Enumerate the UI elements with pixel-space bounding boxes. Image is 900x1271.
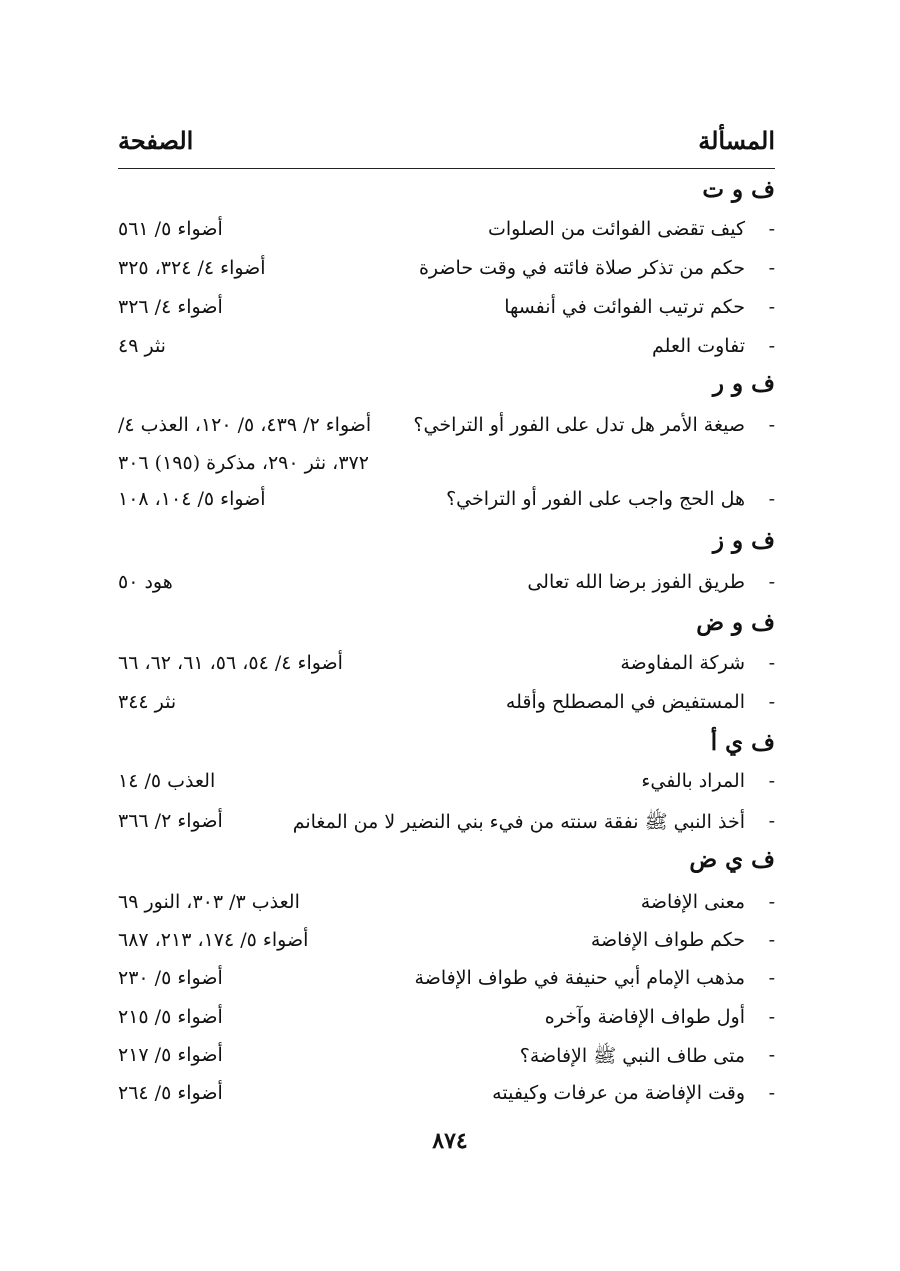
section-heading: ف و ض: [696, 609, 775, 636]
entry-reference: أضواء ٥/ ٢١٧: [118, 1044, 223, 1066]
index-entry: [118, 766, 775, 800]
entry-topic: متى طاف النبي ﷺ الإفاضة؟: [519, 1045, 745, 1067]
entry-topic: تفاوت العلم: [652, 335, 745, 357]
entry-topic: المراد بالفيء: [641, 770, 745, 792]
entry-reference: أضواء ٤/ ٣٢٦: [118, 296, 223, 318]
entry-reference: أضواء ٥/ ١٠٤، ١٠٨: [118, 488, 266, 510]
index-entry: [118, 925, 775, 959]
question-column-label: المسألة: [698, 126, 775, 155]
entry-dash: -: [768, 571, 775, 593]
index-entry: [118, 567, 775, 601]
section-heading: ف و ر: [712, 370, 775, 397]
entry-dash: -: [768, 1044, 775, 1066]
section-heading: ف و ز: [712, 527, 775, 554]
entry-reference: أضواء ٢/ ٤٣٩، ٥/ ١٢٠، العذب ٤/: [118, 414, 372, 436]
entry-dash: -: [768, 691, 775, 713]
entry-dash: -: [768, 488, 775, 510]
entry-topic: أخذ النبي ﷺ نفقة سنته من فيء بني النضير لا من المغانم: [292, 811, 745, 833]
entry-topic: المستفيض في المصطلح وأقله: [505, 691, 745, 713]
index-entry: [118, 963, 775, 997]
entry-reference-continued: ٣٧٢، نثر ٢٩٠، مذكرة (١٩٥) ٣٠٦: [118, 452, 369, 474]
entry-reference: أضواء ٥/ ٢٦٤: [118, 1082, 223, 1104]
index-entry: [118, 887, 775, 921]
entry-dash: -: [768, 1082, 775, 1104]
entry-reference: نثر ٤٩: [118, 335, 166, 357]
section-heading: ف ي ض: [689, 846, 775, 873]
entry-topic: مذهب الإمام أبي حنيفة في طواف الإفاضة: [414, 967, 745, 989]
entry-topic: كيف تقضى الفوائت من الصلوات: [488, 218, 745, 240]
section-heading: ف ي أ: [710, 729, 775, 756]
index-entry: [118, 253, 775, 287]
entry-dash: -: [768, 891, 775, 913]
entry-reference: العذب ٥/ ١٤: [118, 770, 216, 792]
entry-topic: حكم ترتيب الفوائت في أنفسها: [504, 296, 745, 318]
entry-reference: أضواء ٤/ ٣٢٤، ٣٢٥: [118, 257, 266, 279]
index-entry: [118, 806, 775, 840]
index-entry: [118, 1002, 775, 1036]
entry-topic: طريق الفوز برضا الله تعالى: [527, 571, 745, 593]
index-entry: [118, 484, 775, 518]
page-number: ٨٧٤: [432, 1128, 468, 1154]
index-entry: [118, 410, 775, 444]
entry-reference: أضواء ٥/ ٥٦١: [118, 218, 223, 240]
entry-dash: -: [768, 218, 775, 240]
index-entry: [118, 214, 775, 248]
index-entry: [118, 292, 775, 326]
header-divider: [118, 168, 775, 169]
index-entry: [118, 331, 775, 365]
entry-dash: -: [768, 652, 775, 674]
entry-dash: -: [768, 929, 775, 951]
entry-topic: معنى الإفاضة: [640, 891, 745, 913]
index-entry: [118, 648, 775, 682]
entry-dash: -: [768, 967, 775, 989]
section-heading: ف و ت: [702, 176, 775, 203]
entry-topic: أول طواف الإفاضة وآخره: [544, 1006, 745, 1028]
entry-reference: هود ٥٠: [118, 571, 173, 593]
entry-dash: -: [768, 770, 775, 792]
entry-reference: أضواء ٢/ ٣٦٦: [118, 810, 223, 832]
entry-reference: العذب ٣/ ٣٠٣، النور ٦٩: [118, 891, 300, 913]
entry-topic: وقت الإفاضة من عرفات وكيفيته: [492, 1082, 745, 1104]
entry-dash: -: [768, 810, 775, 832]
entry-reference: أضواء ٥/ ١٧٤، ٢١٣، ٦٨٧: [118, 929, 309, 951]
entry-reference: أضواء ٥/ ٢٣٠: [118, 967, 223, 989]
entry-topic: هل الحج واجب على الفور أو التراخي؟: [446, 488, 745, 510]
column-header: [118, 120, 775, 164]
entry-reference: نثر ٣٤٤: [118, 691, 177, 713]
entry-dash: -: [768, 414, 775, 436]
index-entry: [118, 1040, 775, 1074]
entry-dash: -: [768, 296, 775, 318]
entry-topic: حكم طواف الإفاضة: [590, 929, 745, 951]
page-column-label: الصفحة: [118, 126, 194, 155]
index-entry: [118, 687, 775, 721]
entry-dash: -: [768, 335, 775, 357]
entry-topic: صيغة الأمر هل تدل على الفور أو التراخي؟: [413, 414, 745, 436]
entry-reference: أضواء ٥/ ٢١٥: [118, 1006, 223, 1028]
entry-topic: شركة المفاوضة: [620, 652, 745, 674]
entry-dash: -: [768, 257, 775, 279]
index-entry: [118, 1078, 775, 1112]
entry-reference: أضواء ٤/ ٥٤، ٥٦، ٦١، ٦٢، ٦٦: [118, 652, 343, 674]
entry-dash: -: [768, 1006, 775, 1028]
entry-topic: حكم من تذكر صلاة فائته في وقت حاضرة: [418, 257, 745, 279]
